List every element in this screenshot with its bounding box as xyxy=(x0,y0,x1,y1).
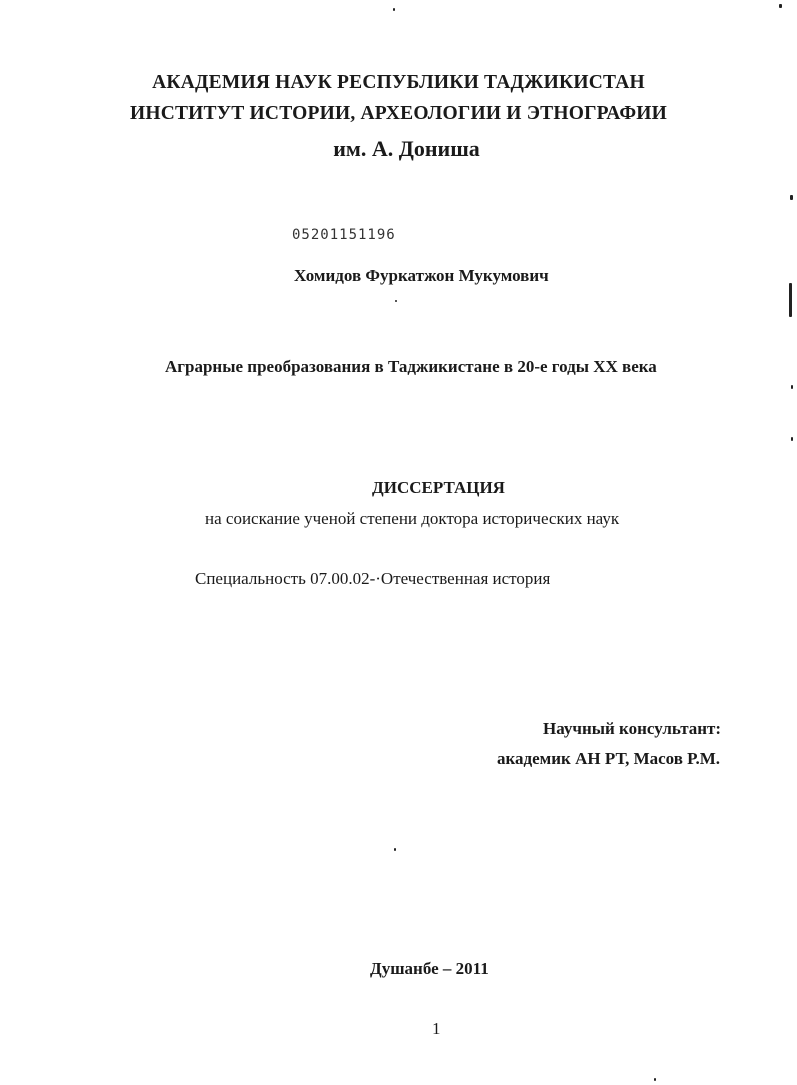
scan-speck xyxy=(790,195,793,200)
degree-line: на соискание ученой степени доктора исторических наук xyxy=(205,509,620,528)
dissertation-title: Аграрные преобразования в Таджикистане в 20-е годы XX века xyxy=(165,357,657,376)
document-type: ДИССЕРТАЦИЯ xyxy=(372,478,505,497)
consultant-label: Научный консультант: xyxy=(543,719,722,738)
place-and-year: Душанбе – 2011 xyxy=(370,959,489,978)
scan-edge-mark xyxy=(789,283,792,317)
institute-name: ИНСТИТУТ ИСТОРИИ, АРХЕОЛОГИИ И ЭТНОГРАФИИ xyxy=(129,103,668,124)
consultant-name: академик АН РТ, Масов Р.М. xyxy=(497,749,720,768)
scan-speck xyxy=(393,8,395,11)
academy-name: АКАДЕМИЯ НАУК РЕСПУБЛИКИ ТАДЖИКИСТАН xyxy=(152,72,645,93)
scan-speck xyxy=(394,848,396,851)
specialty-line: Специальность 07.00.02-·Отечественная история xyxy=(195,569,551,588)
registry-number-stamp: 05201151196 xyxy=(292,227,396,243)
scan-speck xyxy=(654,1078,656,1081)
scan-speck xyxy=(779,4,782,8)
page-number: 1 xyxy=(432,1019,441,1038)
scan-speck xyxy=(791,437,793,441)
scan-speck xyxy=(395,300,397,302)
institute-dedication: им. А. Дониша xyxy=(333,136,480,161)
author-name: Хомидов Фуркатжон Мукумович xyxy=(294,266,549,285)
scan-speck xyxy=(791,385,793,389)
